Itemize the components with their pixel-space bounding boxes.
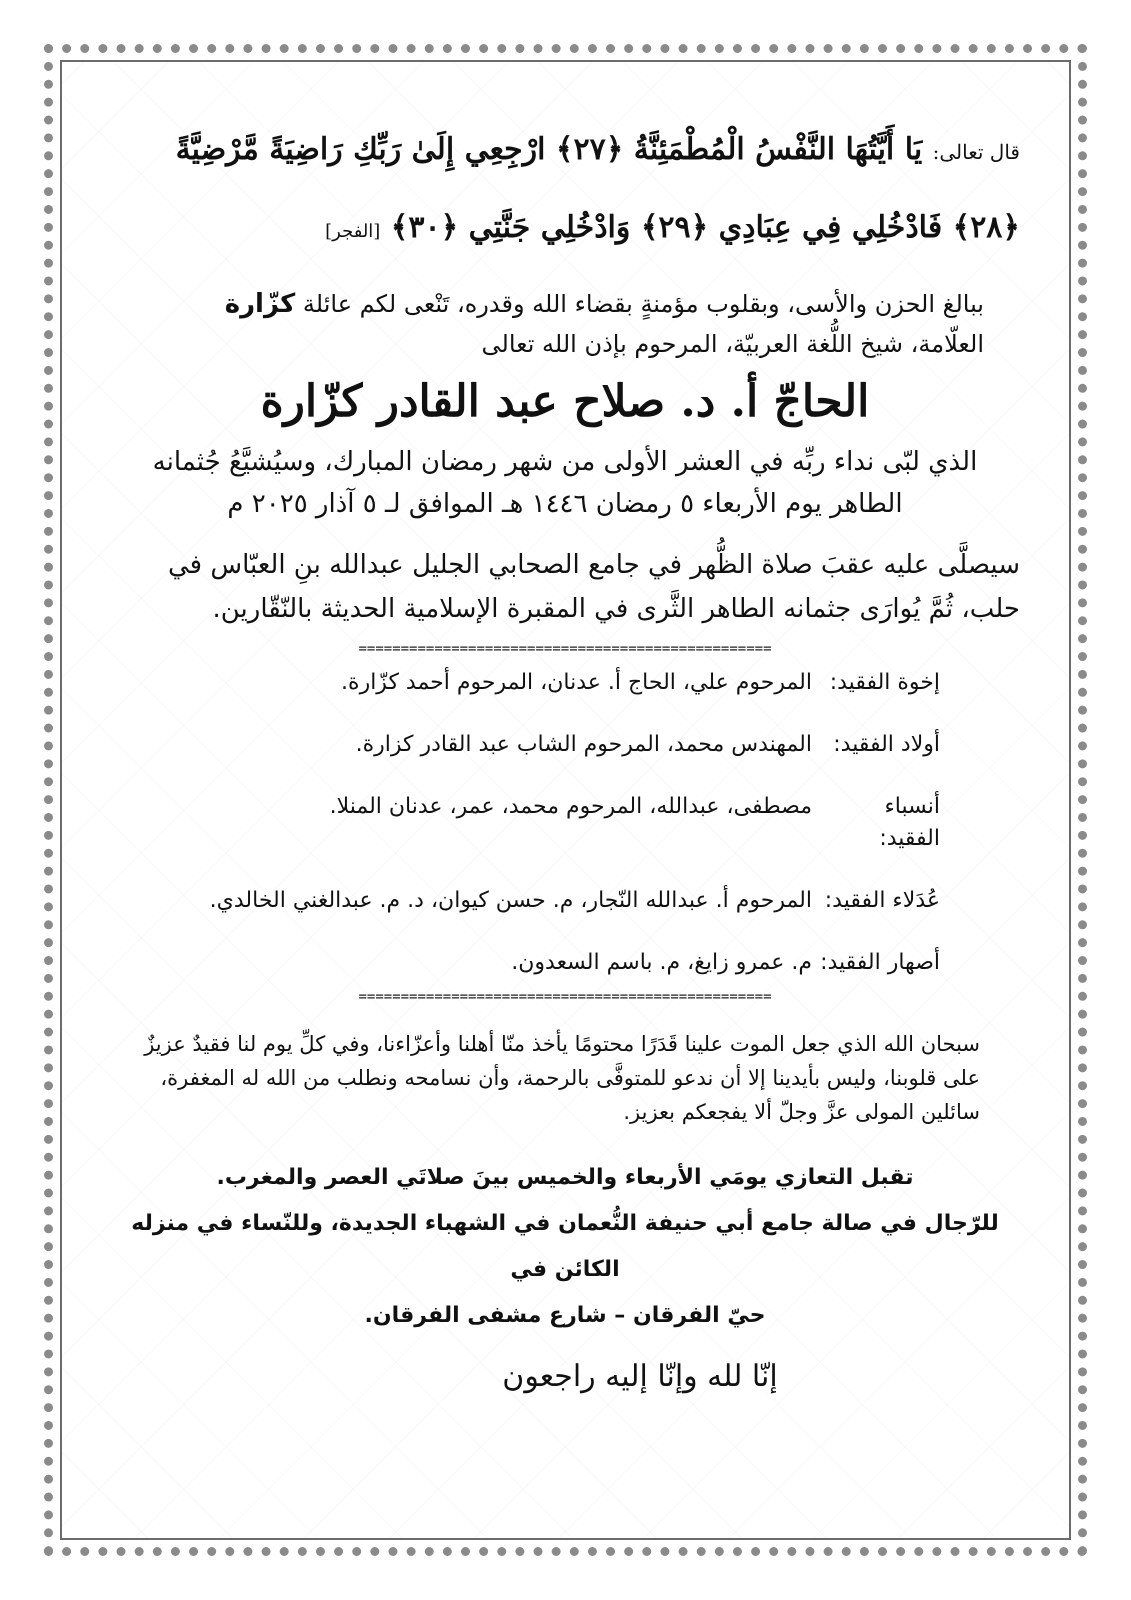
relatives-label: أولاد الفقيد: — [833, 732, 940, 757]
relatives-value: المهندس محمد، المرحوم الشاب عبد القادر كزارة. — [355, 732, 812, 757]
relatives-row-brothers — [110, 667, 1020, 699]
relatives-row-brothers-in-law — [110, 885, 1020, 917]
obituary-content — [110, 112, 1020, 1394]
quran-verse — [110, 112, 1020, 270]
announcement — [110, 284, 1020, 364]
relatives-label: إخوة الفقيد: — [829, 670, 940, 695]
relatives-row-children — [110, 729, 1020, 761]
condolences-line-2: للرّجال في صالة جامع أبي حنيفة النُّعمان في الشهباء الجديدة، وللنّساء في منزله الكائن في — [131, 1211, 999, 1282]
relatives-row-in-laws — [110, 791, 1020, 855]
condolences-line-1: تقبل التعازي يومَي الأربعاء والخميس بينَ صلاتَي العصر والمغرب. — [216, 1165, 914, 1190]
verse-intro: قال تعالى: — [932, 140, 1020, 164]
relatives-value: المرحوم علي، الحاج أ. عدنان، المرحوم أحمد كزّارة. — [341, 670, 812, 695]
funeral-info — [110, 441, 1020, 525]
prayer-info: سيصلَّى عليه عقبَ صلاة الظُّهر في جامع الصحابي الجليل عبدالله بنِ العبّاس في حلب، ثُمَّ يُوارَى جثمانه الطاهر الثَّرى في المقبرة الإسلامية الحديثة بالنّقّارين. — [167, 550, 1020, 624]
relatives-label: عُدَلاء الفقيد: — [824, 888, 940, 913]
condolences-info — [110, 1155, 1020, 1339]
verse-source: [الفجر] — [325, 221, 381, 242]
announcement-text: ببالغ الحزن والأسى، وبقلوب مؤمنةٍ بقضاء الله وقدره، تَنْعى لكم عائلة — [302, 290, 984, 318]
relatives-label: أنسباء الفقيد: — [879, 794, 940, 851]
closing-paragraph: سبحان الله الذي جعل الموت علينا قَدَرًا محتومًا يأخذ منّا أهلنا وأعزّاءنا، وفي كلِّ يوم لنا فقيدٌ عزيزٌ على قلوبنا، وليس بأيدينا إلا أن ندعو للمتوفَّى بالرحمة، وأن نسامحه ونطلب من الله له المغفرة، سائلين المولى عزَّ وجلّ ألا يفجعكم بعزيز. — [144, 1032, 980, 1124]
announcement-text-2: العلّامة، شيخ اللُّغة العربيّة، المرحوم بإذن الله تعالى — [481, 330, 984, 358]
verse-text: يَا أَيَّتُهَا النَّفْسُ الْمُطْمَئِنَّةُ ﴿٢٧﴾ ارْجِعِي إِلَىٰ رَبِّكِ رَاضِيَةً مَّرْضِيَّةً ﴿٢٨﴾ فَادْخُلِي فِي عِبَادِي ﴿٢٩﴾ وَادْخُلِي جَنَّتِي ﴿٣٠﴾ — [175, 132, 1020, 245]
separator-top: ================================================= — [358, 641, 772, 657]
relatives-label: أصهار الفقيد: — [820, 950, 940, 975]
closing-phrase: إنّا لله وإنّا إليه راجعون — [502, 1359, 778, 1394]
relatives-value: مصطفى، عبدالله، المرحوم محمد، عمر، عدنان المنلا. — [329, 794, 812, 819]
relatives-value: م. عمرو زايغ، م. باسم السعدون. — [511, 950, 812, 975]
funeral-line-1: الذي لبّى نداء ربِّه في العشر الأولى من شهر رمضان المبارك، وسيُشيَّعُ جُثمانه — [152, 447, 978, 477]
condolences-line-3: حيّ الفرقان – شارع مشفى الفرقان. — [364, 1303, 766, 1328]
relatives-value: المرحوم أ. عبدالله النّجار، م. حسن كيوان، د. م. عبدالغني الخالدي. — [209, 888, 812, 913]
separator-bottom: ================================================= — [358, 989, 772, 1005]
deceased-name: الحاجّ أ. د. صلاح عبد القادر كزّارة — [260, 376, 870, 427]
relatives-row-sons-in-law — [110, 947, 1020, 979]
funeral-line-2: الطاهر يوم الأربعاء ٥ رمضان ١٤٤٦ هـ الموافق لـ ٥ آذار ٢٠٢٥ م — [227, 489, 903, 519]
relatives-list — [110, 667, 1020, 979]
family-name: كزّارة — [224, 289, 296, 319]
